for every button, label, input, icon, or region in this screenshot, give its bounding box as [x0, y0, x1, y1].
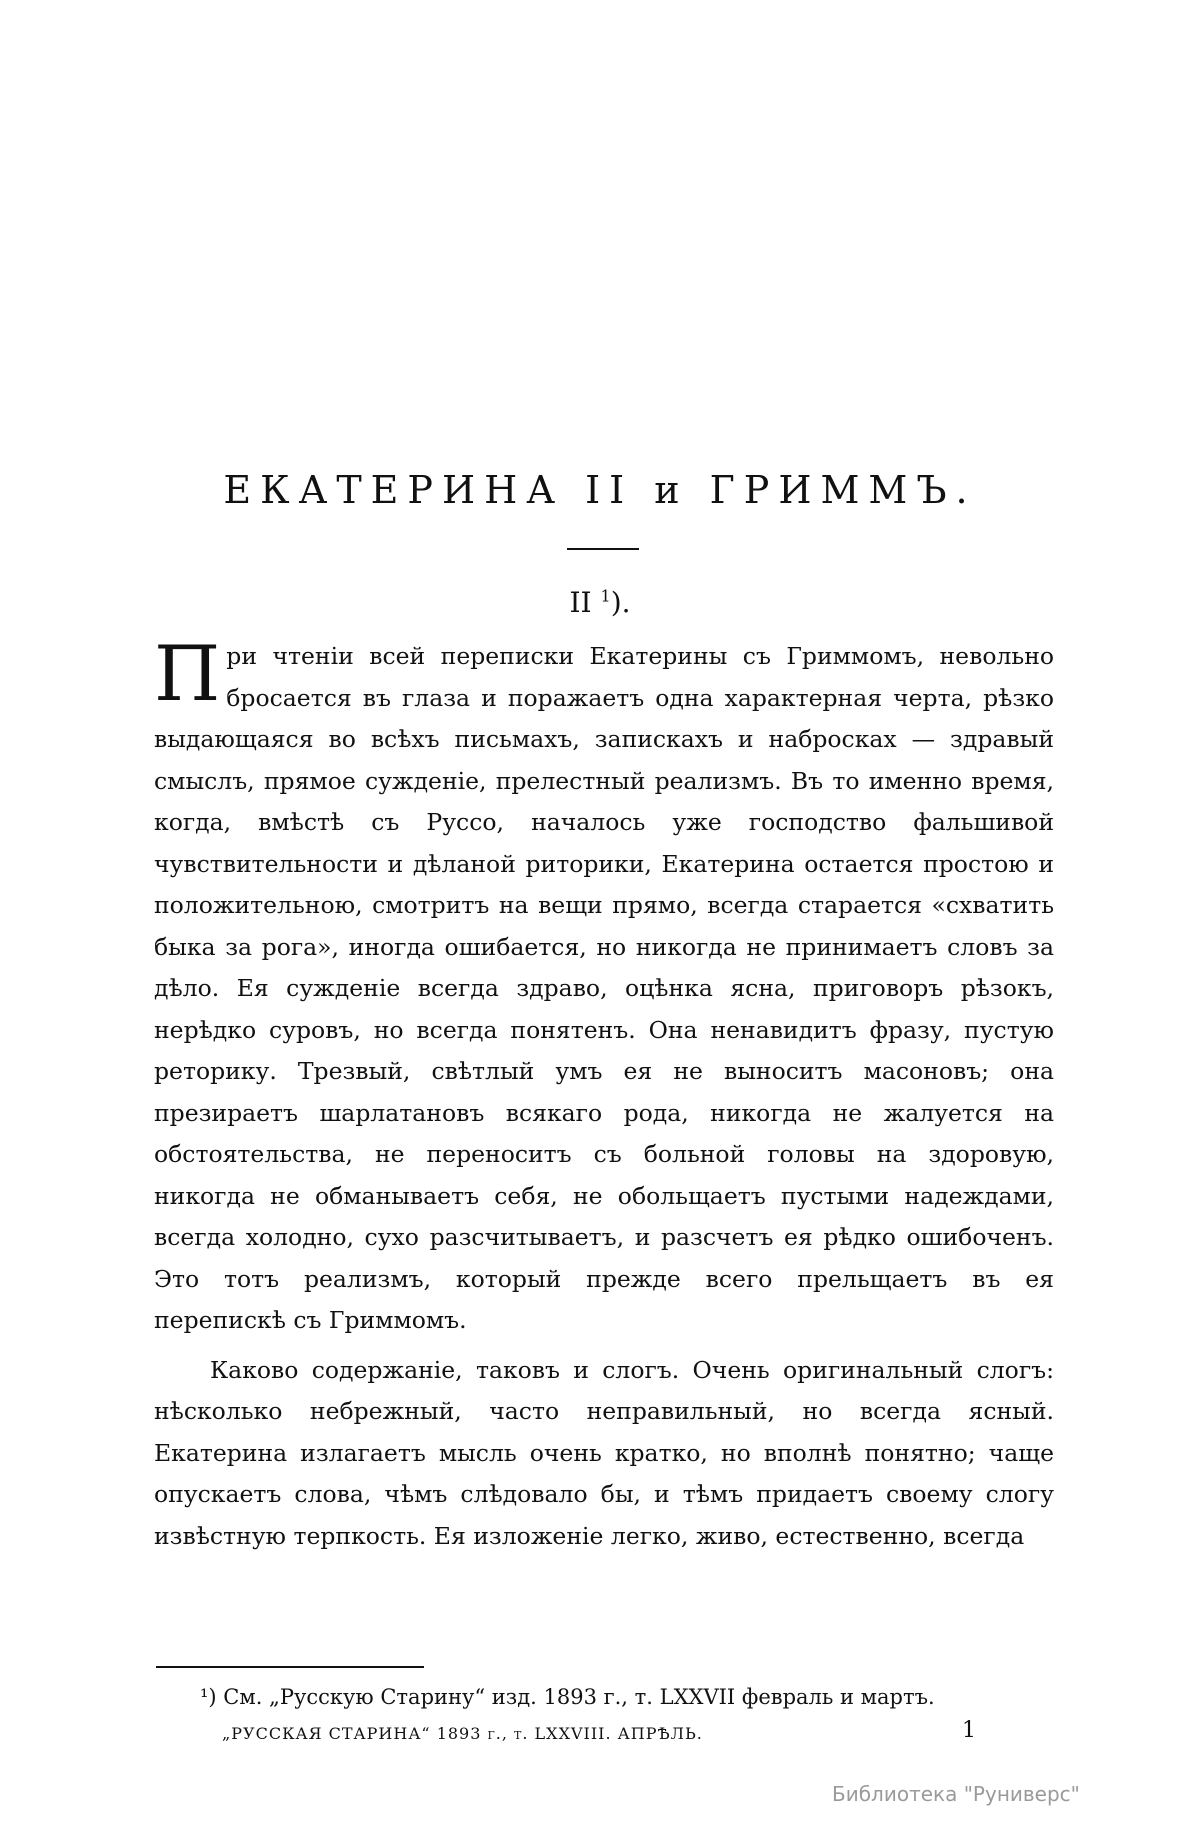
drop-cap: П [154, 629, 221, 718]
title-divider [567, 548, 639, 550]
paragraph-1 [154, 629, 1054, 1342]
section-number [0, 586, 1200, 619]
paragraph-2: Каково содержаніе, таковъ и слогъ. Очень оригинальный слогъ: нѣсколько небрежный, часто неправильный, но всегда ясный. Екатерина излагаетъ мысль очень кратко, но вполнѣ понятно; чаще опускаетъ слова, чѣмъ слѣдовало бы, и тѣмъ придаетъ своему слогу извѣстную терпкость. Ея изложеніе легко, живо, естественно, всегда [154, 1355, 1054, 1550]
footnote: ¹) См. „Русскую Старину“ изд. 1893 г., т. LXXVII февраль и мартъ. [200, 1685, 935, 1709]
library-watermark: Библиотека "Руниверс" [832, 1782, 1080, 1806]
section-footnote-ref: 1 [600, 586, 611, 606]
paragraph-1-text: ри чтеніи всей переписки Екатерины съ Гриммомъ, невольно бросается въ глаза и поражаетъ одна характерная черта, рѣзко выдающаяся во всѣхъ письмахъ, запискахъ и набросках — здравый смыслъ, прямое сужденіе, прелестный реализмъ. Въ то именно время, когда, вмѣстѣ съ Руссо, началось уже господство фальшивой чувствительности и дѣланой риторики, Екатерина остается простою и положительною, смотритъ на вещи прямо, всегда старается «схватить быка за рога», иногда ошибается, но никогда не принимаетъ словъ за дѣло. Ея сужденіе всегда здраво, оцѣнка ясна, приговоръ рѣзокъ, нерѣдко суровъ, но всегда понятенъ. Она ненавидитъ фразу, пустую реторику. Трезвый, свѣтлый умъ ея не выноситъ масоновъ; она презираетъ шарлатановъ всякаго рода, никогда не жалуется на обстоятельства, не переноситъ съ больной головы на здоровую, никогда не обманываетъ себя, не обольщаетъ пустыми надеждами, всегда холодно, сухо разсчитываетъ, и разсчетъ ея рѣдко ошибоченъ. Это тотъ реализмъ, который прежде всего прельщаетъ въ ея перепискѣ съ Гриммомъ. [154, 642, 1054, 1334]
body-text [154, 629, 1054, 1557]
section-numeral: II [569, 586, 592, 619]
signature-line: „РУССКАЯ СТАРИНА“ 1893 г., т. LXXVIII. АПРѢЛЬ. [222, 1724, 703, 1743]
page-number: 1 [962, 1718, 976, 1743]
footnote-divider [156, 1666, 424, 1668]
section-close: ). [610, 586, 631, 619]
article-title: ЕКАТЕРИНА II и ГРИММЪ. [223, 468, 977, 512]
